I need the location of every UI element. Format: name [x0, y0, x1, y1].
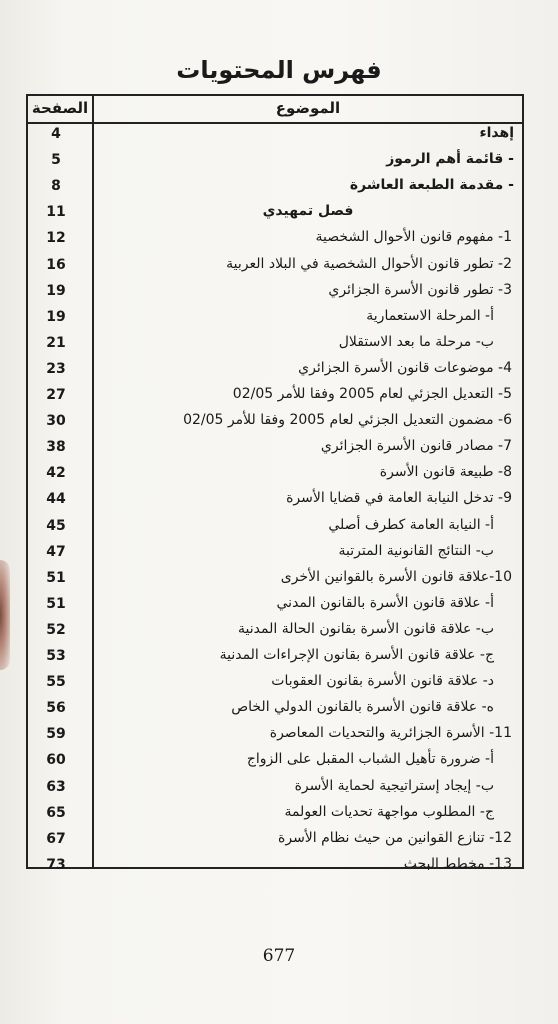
entry-page-number: 16 [46, 256, 66, 273]
table-row [28, 829, 522, 855]
entry-page-number: 38 [46, 439, 66, 456]
entry-page-number: 45 [46, 517, 66, 534]
entry-page-number: 19 [46, 308, 66, 325]
entry-page-number: 51 [46, 569, 66, 586]
entry-topic: ب- إيجاد إستراتيجية لحماية الأسرة [294, 777, 494, 794]
entry-topic: 6- مضمون التعديل الجزئي لعام 2005 وفقا للأمر 02/05 [183, 412, 512, 429]
entry-topic: فصل تمهيدي [262, 203, 354, 220]
entry-topic: 7- مصادر قانون الأسرة الجزائري [320, 438, 512, 455]
entry-topic: 13- مخطط البحث [403, 855, 512, 872]
table-row [28, 307, 522, 333]
entry-topic: إهداء [479, 125, 514, 141]
entry-topic: ب- مرحلة ما بعد الاستقلال [338, 333, 494, 350]
table-row [28, 124, 522, 150]
entry-page-number: 23 [46, 360, 66, 377]
entry-topic: أ- النيابة العامة كطرف أصلي [328, 516, 494, 533]
entry-topic: ب- علاقة قانون الأسرة بقانون الحالة المدنية [238, 620, 494, 637]
entry-page-number: 52 [46, 621, 66, 638]
entry-page-number: 59 [46, 726, 66, 743]
table-row [28, 724, 522, 750]
entry-page-number: 5 [51, 152, 61, 169]
entry-topic: 9- تدخل النيابة العامة في قضايا الأسرة [286, 490, 512, 507]
table-row [28, 333, 522, 359]
entry-topic: ج- علاقة قانون الأسرة بقانون الإجراءات المدنية [219, 647, 494, 663]
entry-page-number: 73 [46, 856, 66, 873]
table-row [28, 568, 522, 594]
table-row [28, 672, 522, 698]
entry-topic: 8- طبيعة قانون الأسرة [379, 464, 512, 481]
entry-topic: ه- علاقة قانون الأسرة بالقانون الدولي الخاص [231, 699, 494, 716]
page-title: فهرس المحتويات [176, 56, 382, 84]
entry-page-number: 4 [51, 126, 61, 142]
table-row [28, 281, 522, 307]
entry-page-number: 12 [46, 230, 66, 247]
table-row [28, 176, 522, 202]
table-row [28, 594, 522, 620]
entry-page-number: 30 [46, 413, 66, 430]
entry-page-number: 53 [46, 648, 66, 664]
topic-column-header: الموضوع [275, 99, 341, 117]
table-row [28, 646, 522, 672]
entry-page-number: 65 [46, 804, 66, 821]
entry-page-number: 27 [46, 387, 66, 403]
entry-topic: 5- التعديل الجزئي لعام 2005 وفقا للأمر 02/05 [232, 386, 512, 402]
entry-page-number: 11 [46, 204, 66, 221]
table-row [28, 202, 522, 228]
entry-page-number: 51 [46, 595, 66, 612]
table-row [28, 803, 522, 829]
table-row [28, 463, 522, 489]
entry-topic: ب- النتائج القانونية المترتبة [338, 542, 494, 559]
entry-topic: 4- موضوعات قانون الأسرة الجزائري [298, 359, 512, 376]
entry-topic: 3- تطور قانون الأسرة الجزائري [328, 281, 512, 298]
entry-topic: أ- ضرورة تأهيل الشباب المقبل على الزواج [246, 751, 494, 768]
entry-page-number: 19 [46, 282, 66, 299]
table-row [28, 385, 522, 411]
entry-topic: 2- تطور قانون الأحوال الشخصية في البلاد العربية [226, 255, 512, 272]
entry-topic: 1- مفهوم قانون الأحوال الشخصية [315, 229, 512, 246]
table-row [28, 150, 522, 176]
spine-shadow [0, 560, 10, 670]
entry-topic: - مقدمة الطبعة العاشرة [349, 177, 514, 194]
entry-page-number: 60 [46, 752, 66, 769]
entry-topic: 12- تنازع القوانين من حيث نظام الأسرة [278, 829, 512, 846]
table-row [28, 698, 522, 724]
entry-topic: 10-علاقة قانون الأسرة بالقوانين الأخرى [280, 568, 512, 585]
table-row [28, 750, 522, 776]
table-header [28, 96, 522, 124]
entry-topic: - قائمة أهم الرموز [386, 151, 514, 168]
table-row [28, 542, 522, 568]
table-row [28, 255, 522, 281]
table-row [28, 855, 522, 881]
entry-topic: ج- المطلوب مواجهة تحديات العولمة [284, 803, 494, 820]
table-row [28, 359, 522, 385]
page-column-header: الصفحة [31, 99, 89, 117]
entry-page-number: 63 [46, 778, 66, 795]
table-row [28, 777, 522, 803]
entry-page-number: 8 [51, 178, 61, 195]
entry-page-number: 55 [46, 674, 66, 691]
contents-table [26, 94, 524, 873]
table-row [28, 228, 522, 254]
entry-page-number: 21 [46, 334, 66, 351]
entry-page-number: 47 [46, 543, 66, 560]
entry-page-number: 67 [46, 830, 66, 847]
table-row [28, 489, 522, 515]
entry-page-number: 42 [46, 465, 66, 482]
table-row [28, 620, 522, 646]
entry-page-number: 56 [46, 700, 66, 717]
table-row [28, 516, 522, 542]
table-row [28, 411, 522, 437]
entry-topic: أ- علاقة قانون الأسرة بالقانون المدني [276, 594, 494, 611]
entry-page-number: 44 [46, 491, 66, 508]
entry-topic: أ- المرحلة الاستعمارية [366, 307, 494, 324]
entry-topic: د- علاقة قانون الأسرة بقانون العقوبات [271, 673, 494, 690]
page-number: 677 [262, 946, 296, 966]
table-row [28, 437, 522, 463]
entry-topic: 11- الأسرة الجزائرية والتحديات المعاصرة [269, 725, 512, 742]
